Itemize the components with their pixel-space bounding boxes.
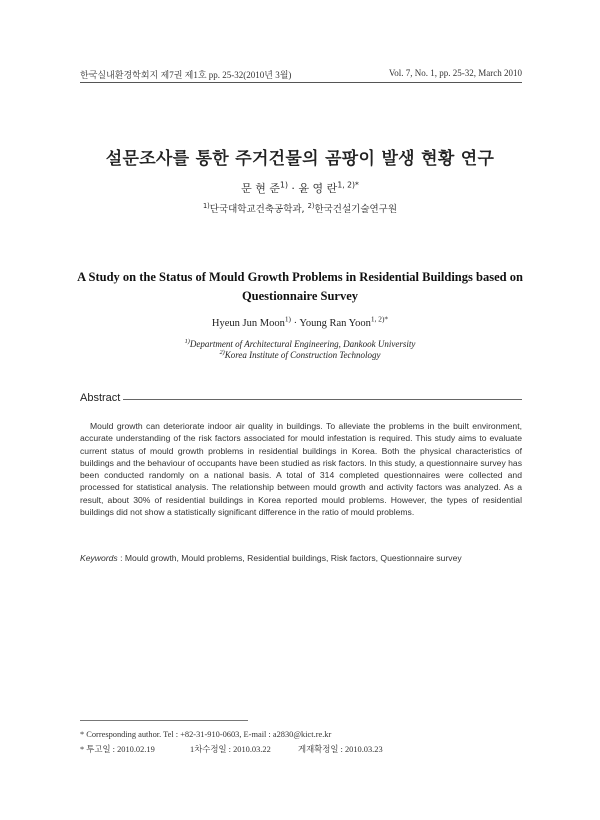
english-authors	[0, 314, 600, 329]
footnote-divider	[80, 720, 248, 721]
accepted-date: 게재확정일 : 2010.03.23	[298, 745, 383, 754]
author-separator: ·	[287, 182, 299, 195]
english-affil-line-2	[0, 350, 600, 361]
english-affil-2-mark: 2)	[219, 349, 225, 356]
korean-affil-1: 단국대학교건축공학과,	[209, 204, 305, 215]
english-author-1: Hyeun Jun Moon	[211, 318, 285, 329]
english-author-2: Young Ran Yoon	[299, 318, 371, 329]
keywords-line	[80, 553, 522, 563]
english-affil-line-1	[0, 339, 600, 350]
corresponding-author-footnote: * Corresponding author. Tel : +82-31-910-0603, E-mail : a2830@kict.re.kr	[80, 730, 332, 739]
received-date: * 투고일 : 2010.02.19	[80, 745, 155, 754]
english-affil-2: Korea Institute of Construction Technology	[224, 350, 381, 360]
english-title: A Study on the Status of Mould Growth Problems in Residential Buildings based on Questionnaire Survey	[77, 270, 523, 303]
english-affil-1: Department of Architectural Engineering, Dankook University	[189, 339, 416, 349]
korean-affiliations	[0, 201, 600, 215]
dates-footnote	[80, 743, 522, 755]
korean-title: 설문조사를 통한 주거건물의 곰팡이 발생 현황 연구	[105, 149, 495, 169]
revised-date: 1차수정일 : 2010.03.22	[190, 745, 271, 754]
korean-author-2-mark: 1, 2)*	[337, 180, 359, 190]
korean-affil-1-mark: 1)	[202, 201, 210, 210]
header-divider	[80, 82, 522, 83]
abstract-text: Mould growth can deteriorate indoor air quality in buildings. To alleviate the problems in the built environment, accurate understanding of the risk factors associated for mould infestation is required. This study aims to evaluate current status of mould growth problems in residential buildings in Korea. Both the physical characteristics of buildings and the behaviour of occupants have been studied as risk factors. In this study, a questionnaire survey has been conducted randomly on a national basis. A total of 314 completed questionnaires were collected and processed for statistical analysis. The relationship between mould growth and activity factors was analyzed. As a result, about 30% of residential buildings in Korea reported mould problems. However, the types of residential buildings did not show a statistically significant difference in the ratio of mould problems.	[80, 421, 522, 518]
keywords-label: Keywords	[80, 553, 118, 563]
abstract-heading: Abstract	[80, 392, 121, 404]
abstract-divider	[123, 399, 522, 400]
keywords-list: : Mould growth, Mould problems, Residential buildings, Risk factors, Questionnaire survey	[117, 553, 462, 563]
korean-affil-2: 한국건설기술연구원	[314, 204, 398, 215]
journal-header-english: Vol. 7, No. 1, pp. 25-32, March 2010	[388, 68, 522, 78]
korean-authors	[0, 180, 600, 196]
korean-author-2: 윤 영 란	[298, 182, 338, 195]
english-author-2-mark: 1, 2)*	[370, 314, 389, 324]
journal-header-korean: 한국실내환경학회지 제7권 제1호 pp. 25-32(2010년 3월)	[80, 70, 292, 80]
english-affiliations	[0, 339, 600, 361]
korean-author-1: 문 현 준	[241, 182, 281, 195]
english-author-1-mark: 1)	[284, 314, 291, 324]
korean-author-1-mark: 1)	[280, 180, 288, 190]
korean-affil-2-mark: 2)	[307, 201, 315, 210]
english-affil-1-mark: 1)	[184, 338, 190, 345]
author-separator: ·	[290, 318, 300, 329]
